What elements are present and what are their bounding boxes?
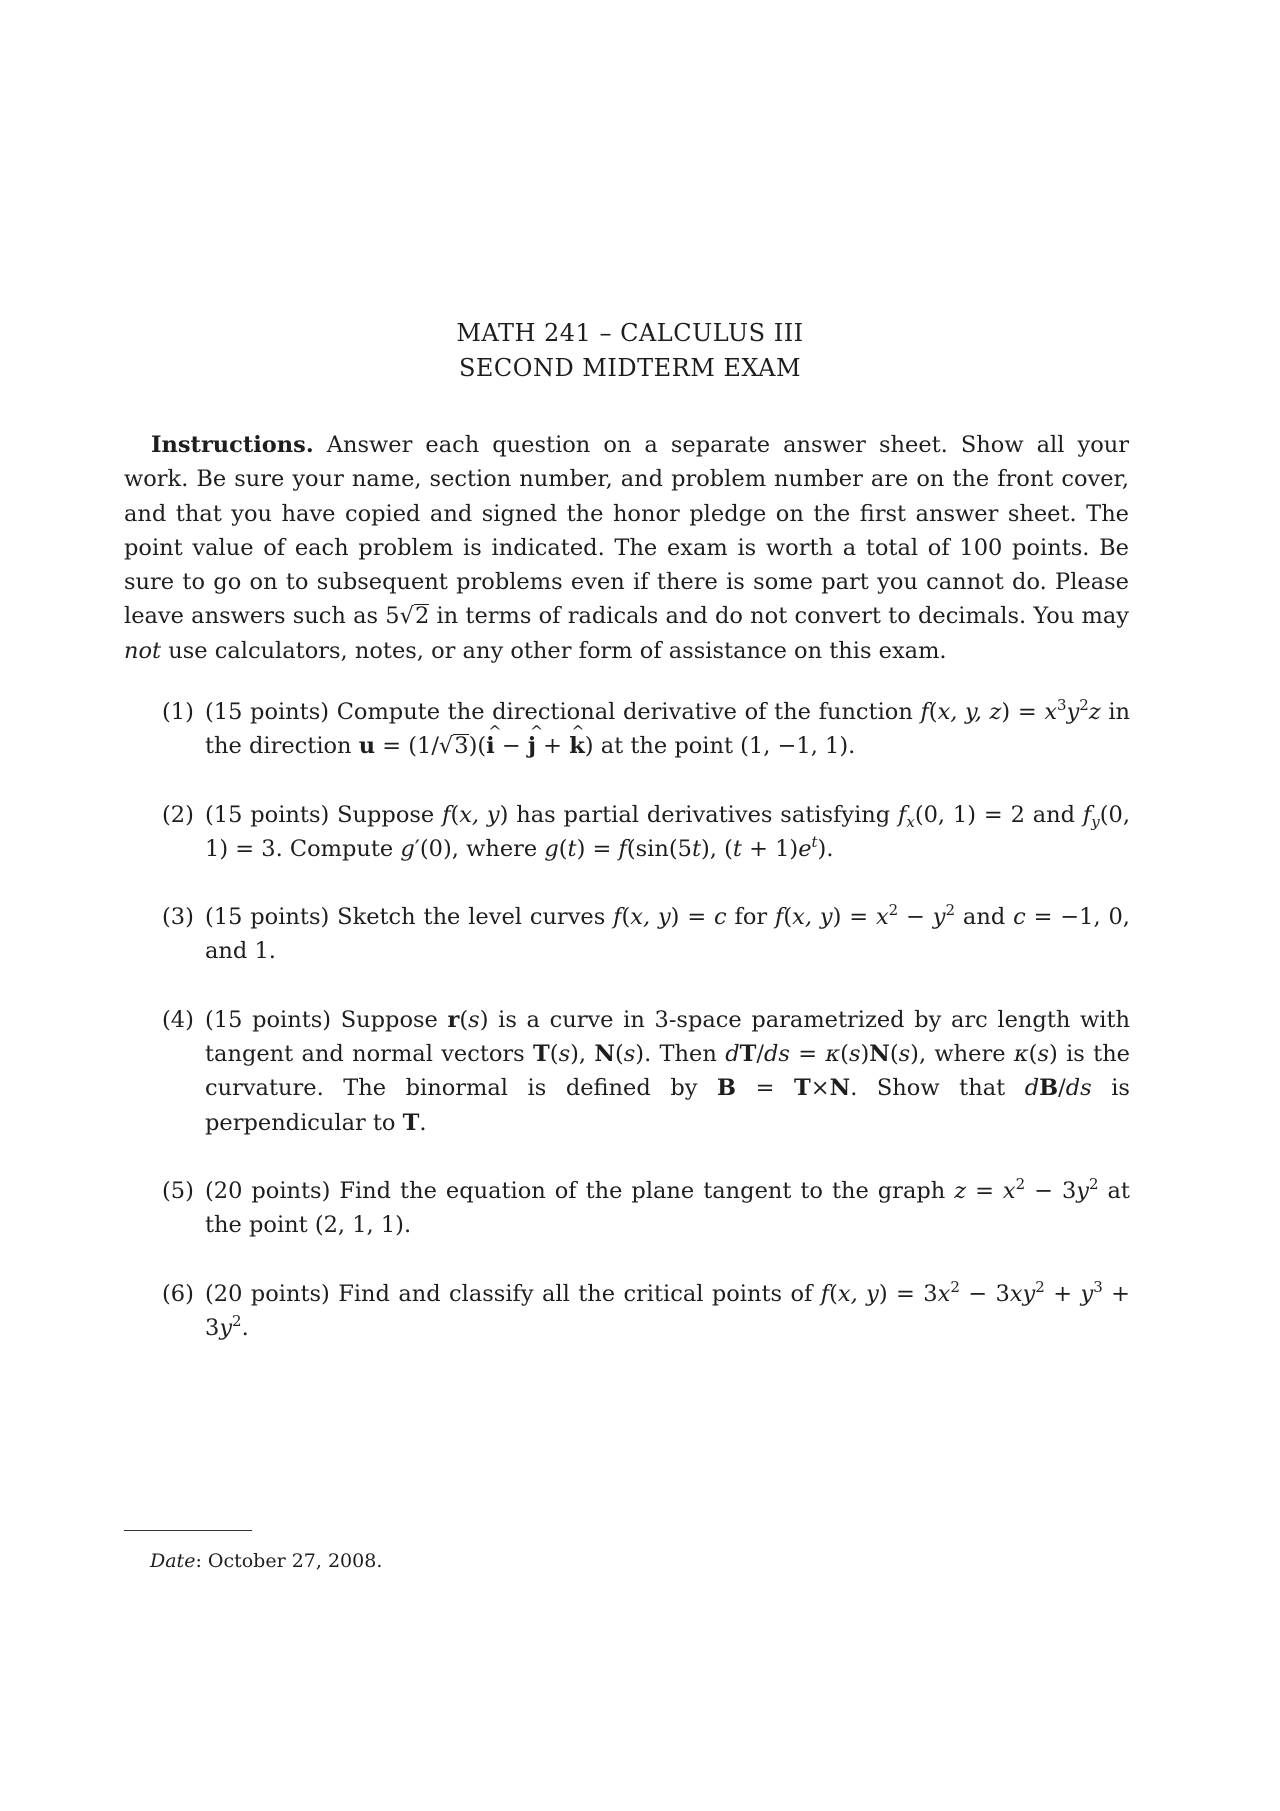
problem-number: (3)	[162, 904, 194, 931]
radical-example: √2	[399, 603, 430, 630]
problem-1	[162, 695, 1130, 764]
problem-points: (15 points)	[205, 904, 330, 931]
problem-number: (2)	[162, 801, 194, 828]
problem-text: Suppose f(x, y) has partial derivatives satisfying $f_x(0$, 1) = 2 and $f_y(0$, 1) = 3. Compute g′(0), where g(t) = f(sin(5t), $(t + 1)e^t$).	[205, 801, 1130, 862]
problem-points: (15 points)	[205, 699, 330, 725]
date-label: Date	[150, 1550, 196, 1572]
problem-3	[162, 900, 1130, 969]
instructions-text-1: Answer each question on a separate answer sheet. Show all your work. Be sure your name, section number, and problem number are on the front cover, and that you have copied and signed the honor pledge on the first answer sheet. The point value of each problem is indicated. The exam is worth a total of 100 points. Be sure to go on to subsequent problems even if there is some part you cannot do. Please leave answers such as 5	[124, 432, 1129, 630]
date-footnote	[150, 1548, 382, 1574]
problem-4	[162, 1003, 1130, 1140]
exam-subtitle: SECOND MIDTERM EXAM	[458, 354, 802, 382]
problem-points: (20 points)	[205, 1177, 331, 1204]
problem-number: (1)	[162, 699, 194, 725]
problem-text: Find the equation of the plane tangent to the graph $z = x^2 - 3y^2$ at the point (2, 1, 1).	[205, 1174, 1130, 1239]
problem-points: (20 points)	[205, 1280, 330, 1307]
problem-points: (15 points)	[205, 801, 330, 828]
problem-5	[162, 1174, 1130, 1243]
instructions-text-3: use calculators, notes, or any other form of assistance on this exam.	[161, 637, 947, 664]
problem-text: Compute the directional derivative of the function f(x, y, $z) = x^3y^2z$ in the direction u = (1/√3)(i ^ − j ^ + k ^) at the point (1, −1, 1).	[205, 699, 1130, 759]
instructions-paragraph	[124, 428, 1129, 668]
instructions-lead: Instructions.	[151, 432, 314, 458]
instructions-text-2: in terms of radicals and do not convert to decimals. You may	[429, 603, 1129, 630]
exam-title	[0, 316, 1260, 386]
course-title: MATH 241 – CALCULUS III	[456, 319, 804, 347]
problem-list	[162, 695, 1130, 1379]
instructions-emphasis: not	[124, 637, 162, 664]
problem-number: (6)	[162, 1280, 194, 1307]
problem-text: Find and classify all the critical points of f(x, $y) = 3x^2 - 3xy^2 + y^3 + 3y^2$.	[205, 1277, 1130, 1341]
problem-number: (4)	[162, 1006, 194, 1033]
problem-points: (15 points)	[205, 1006, 332, 1033]
problem-6	[162, 1277, 1130, 1346]
problem-number: (5)	[162, 1177, 194, 1204]
problem-text: Suppose r(s) is a curve in 3-space parametrized by arc length with tangent and normal vectors T(s), N(s). Then dT/ds = κ(s)N(s), where κ(s) is the curvature. The binormal is defined by B = T×N. Show that dB/ds is perpendicular to T.	[205, 1006, 1130, 1136]
problem-2	[162, 798, 1130, 867]
problem-text: Sketch the level curves f(x, y) = c for f(x, $y) = x^2 - y^2$ and c = −1, 0, and 1.	[205, 901, 1130, 965]
date-value: : October 27, 2008.	[195, 1550, 383, 1572]
footnote-rule	[124, 1530, 252, 1531]
